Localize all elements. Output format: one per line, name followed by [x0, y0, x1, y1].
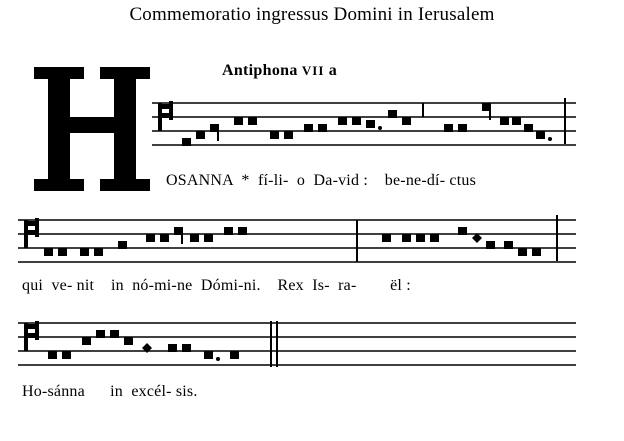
neume-punctum [234, 117, 243, 125]
neume-punctum [196, 131, 205, 139]
neume-punctum-dot [366, 120, 382, 130]
c-clef-icon [24, 218, 39, 248]
neume-punctum [518, 248, 527, 256]
neume-punctum [524, 124, 533, 132]
neume-punctum-dot [204, 351, 220, 361]
dropcap-crossbar [70, 117, 114, 133]
neume-punctum [270, 131, 279, 139]
neume-punctum [182, 138, 191, 146]
c-clef-icon [158, 101, 173, 131]
neume-punctum [304, 124, 313, 132]
neume-punctum [224, 227, 233, 235]
neume-punctum [58, 248, 67, 256]
mode-label-suffix: a [324, 62, 338, 79]
neume-punctum [48, 351, 57, 359]
neume-punctum [402, 234, 411, 242]
neume-punctum [96, 330, 105, 338]
dropcap-serif-top-right [100, 67, 150, 79]
neume-virga [174, 227, 183, 244]
neume-punctum [160, 234, 169, 242]
dropcap-right-stem [114, 73, 136, 185]
neume-punctum [382, 234, 391, 242]
neume-punctum [318, 124, 327, 132]
neume-punctum [430, 234, 439, 242]
dropcap-left-stem [48, 73, 70, 185]
lyrics-line-2: qui ve- nit in nó-mi-ne Dómi-ni. Rex Is- ra- ël : [22, 277, 411, 294]
neume-punctum [168, 344, 177, 352]
neume-punctum [512, 117, 521, 125]
neume-punctum [44, 248, 53, 256]
neume-punctum [190, 234, 199, 242]
stave-system-2 [18, 215, 576, 269]
antiphon-mode-label [222, 62, 337, 80]
c-clef-icon [24, 321, 39, 351]
neume-punctum [204, 234, 213, 242]
neume-punctum [532, 248, 541, 256]
mode-label-numeral: VII [301, 63, 325, 78]
barline-double-thin [564, 98, 566, 144]
neume-punctum [458, 124, 467, 132]
dropcap-serif-bottom-right [100, 179, 150, 191]
neume-punctum [118, 241, 127, 249]
neume-punctum [352, 117, 361, 125]
neume-punctum [338, 117, 347, 125]
neume-punctum-dot [536, 131, 552, 141]
neume-punctum [82, 337, 91, 345]
neume-punctum [94, 248, 103, 256]
barline-double-final [270, 321, 278, 367]
neume-punctum [146, 234, 155, 242]
neume-punctum [388, 110, 397, 118]
neume-punctum [238, 227, 247, 235]
neume-punctum [284, 131, 293, 139]
neume-punctum [486, 241, 495, 249]
neume-punctum [80, 248, 89, 256]
neume-punctum [458, 227, 467, 235]
neume-punctum [110, 330, 119, 338]
stave-system-1 [152, 98, 576, 152]
neume-virga [210, 124, 219, 141]
neume-punctum [182, 344, 191, 352]
dropcap-serif-bottom-left [34, 179, 84, 191]
neume-punctum [248, 117, 257, 125]
neume-punctum [402, 117, 411, 125]
neume-punctum [230, 351, 239, 359]
dropcap-serif-top-left [34, 67, 84, 79]
neume-punctum [124, 337, 133, 345]
neume-punctum [504, 241, 513, 249]
neume-punctum [444, 124, 453, 132]
barline-full [356, 220, 358, 262]
barline-quarter [422, 103, 424, 117]
stave-system-3 [18, 318, 576, 372]
mode-label-main: Antiphona [222, 62, 302, 79]
neume-punctum [416, 234, 425, 242]
neume-punctum [62, 351, 71, 359]
page-title: Commemoratio ingressus Domini in Ierusalem [129, 4, 495, 25]
neume-punctum [500, 117, 509, 125]
barline-double-thin [556, 215, 558, 261]
lyrics-line-3: Ho-sánna in excél- sis. [22, 383, 198, 400]
drop-cap-h [28, 55, 148, 195]
lyrics-line-1: OSANNA * fí-li- o Da-vid : be-ne-dí- ctus [166, 172, 476, 189]
